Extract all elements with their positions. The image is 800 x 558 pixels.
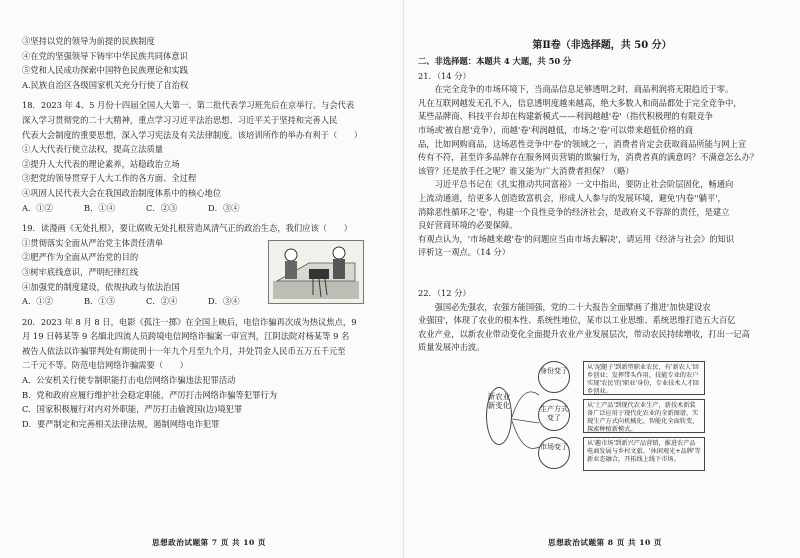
q21-text: 凡在互联网越发无孔不入，信息透明度越来越高，绝大多数人和商品都处于完全竞争中， xyxy=(418,97,742,108)
cartoon-image xyxy=(268,240,364,304)
q21-text: 消除恶性循环之'卷'，构建一个良性竞争的经济社会，是政府义不容辞的责任，是建立 xyxy=(418,206,730,217)
q18-options xyxy=(22,201,390,216)
branch-label: 生产方式变了 xyxy=(538,399,570,431)
q20-text: 月 19 日韩某等 9 名缅北四流人员跨境电信网络诈骗案一审宣判，江阴法院对杨某等 9 名 xyxy=(22,331,350,342)
q18-choice: ①人大代表行使立法权，提高立法质量 xyxy=(22,144,164,155)
q21-text: 市场或'被自愿'竞争），而越'卷'利润越低，市场之'卷'可以带来超低价格的商 xyxy=(418,124,694,135)
q21-text: 在完全竞争的市场环境下，当商品信息足够透明之时，商品利润将无限趋近于零。 xyxy=(418,84,734,95)
q21-text: 习近平总书记在《扎实推动共同富裕》一文中指出，要防止社会阶层固化，畅通向 xyxy=(418,179,734,190)
branch-label: 身份变了 xyxy=(538,361,570,393)
branch-text: 从'泥腿子'到新型职业农民，有'新农人'回乡创业；发挥带头作用，技能专业的农户实现'农民'的'职业'身份，专业技术人才回乡创业。 xyxy=(583,361,705,395)
q19-option-a: A．①② xyxy=(22,296,53,307)
option-line: ③坚持以党的领导为前提的民族制度 xyxy=(22,36,155,46)
q19-choice: ②肥严作为全面从严治党的目的 xyxy=(22,252,139,263)
q18-choice: ④巩固人民代表大会在我国政治制度体系中的核心地位 xyxy=(22,187,222,198)
q22-text: 质量发展冲击波。 xyxy=(418,342,485,353)
option-line: ⑤党和人民成功探索中国特色民族理论和实践 xyxy=(22,65,188,76)
section-title: 第Ⅱ卷（非选择题，共 50 分） xyxy=(532,40,672,51)
q20-text: 被告人依法以诈骗罪判处有期徒刑十一年九个月至九个月，并处罚金人民币五万五千元至 xyxy=(22,345,346,356)
q21-question: 评析这一观点。（14 分） xyxy=(418,247,511,258)
branch-text: 从'趣市场'到新兴产品营销，推进农产品电商发展与乡村文旅、'休闲观光+品牌'等新业态融合，开拓线上线下市场。 xyxy=(583,437,705,471)
section-heading: 二、非选择题：本题共 4 大题，共 50 分 xyxy=(418,56,572,66)
q19-option-c: C．②④ xyxy=(146,296,178,307)
q18-choice: ③把党的领导贯穿于人大工作的各方面、全过程 xyxy=(22,173,197,184)
q18-choice: ②提升人大代表的理论素养，站稳政治立场 xyxy=(22,158,180,169)
q21-text: 某些品牌商、科技平台却在构建新模式——利润越越'卷'（指代积极理的有限竞争 xyxy=(418,111,713,122)
q19-option-d: D．③④ xyxy=(208,296,240,307)
q21-text: 该管？还是放手任之呢？谁又能为广大消费者担保？（略） xyxy=(418,165,634,176)
q19-option-b: B．①③ xyxy=(84,296,115,307)
q22-text: 强国必先强农，农强方能国强，党的二十大报告全面擘画了推进'加快建设农 xyxy=(418,301,711,312)
q18-option-b: B．①④ xyxy=(84,202,115,213)
q22-text: 农业产业，以新农业带动变化全面提升农业产业发展层次，带动农民持续增收，打出一记高 xyxy=(418,328,750,339)
q22-heading: 22．（12 分） xyxy=(418,287,471,298)
q20-option-a: A．公安机关行使专制职能打击电信网络诈骗违法犯罪活动 xyxy=(22,375,236,386)
q19-choice: ①贯彻落实全面从严治党主体责任清单 xyxy=(22,237,164,248)
q21-text: 上流动通道，给更多人创造致富机会，形成人人参与的发展环境，避免'内卷''躺平'， xyxy=(418,192,726,203)
q19-block xyxy=(22,236,390,309)
q18-text: 深入学习贯彻党的二十大精神，重点学习习近平法治思想、习近平关于坚持和完善人民 xyxy=(22,114,338,125)
branch-label: 市场变了 xyxy=(538,437,570,469)
branch-text: 从'土产品'到现代农业生产，新技术新装备广泛应用于现代化农业的全新图谱，实现生产方式向机械化、智能化全面转变，探索种植新模式。 xyxy=(583,399,705,433)
q21-text: 传有不符，甚至许多品牌存在服务网页营销的欺骗行为，消费者真的满意吗？不满意怎么办？ xyxy=(418,152,759,163)
q20-text: 二千元不等。防范电信网络诈骗需要（ ） xyxy=(22,360,188,371)
q19-choice: ④加强党的制度建设，依规执政与依法治国 xyxy=(22,281,180,292)
q20-option-c: C．国家积极履行对内对外职能，严厉打击偷渡国(边)境犯罪 xyxy=(22,404,243,415)
page-footer: 思想政治试题第 8 页 共 10 页 xyxy=(548,538,663,547)
diagram-connectors xyxy=(511,391,541,451)
q22-text: 业强国'，体现了农业的根本性、系统性地位，某市以工业思维、系统思维打造五大百亿 xyxy=(418,315,736,326)
q19-choice: ③树牢底线意识，严明纪律红线 xyxy=(22,266,139,277)
option-line: ④在党的坚强领导下铸牢中华民族共同体意识 xyxy=(22,50,188,61)
q22-diagram xyxy=(418,361,786,471)
q20-text: 20．2023 年 8 月 8 日，电影《孤注一掷》在全国上映后，电信诈骗再次成为热议焦点，9 xyxy=(22,316,357,327)
diagram-center: 新农业新变化 xyxy=(486,387,512,445)
q18-option-d: D．③④ xyxy=(208,202,240,213)
q18-option-a: A．①② xyxy=(22,202,53,213)
q18-text: 18．2023 年 4、5 月份十四届全国人大第一、第二批代表学习班先后在京举行。与会代表 xyxy=(22,100,355,111)
q20-option-d: D．要严制定和完善相关法律法规，遏制网络电诈犯罪 xyxy=(22,418,220,429)
q20-option-b: B．党和政府应履行维护社会稳定职能，严厉打击网络诈骗等犯罪行为 xyxy=(22,389,278,400)
page-gutter xyxy=(403,0,404,558)
q21-text: 品，比如网购商品，这场恶性竞争中'卷'的领域之一，消费者肯定会获取商品所能与网上宣 xyxy=(418,138,747,149)
q21-question: 有观点认为，'市场越来越'卷'的问题应当由市场去解决'，请运用《经济与社会》的知识 xyxy=(418,233,735,244)
q18-option-c: C．②③ xyxy=(146,202,178,213)
q19-text: 19．读漫画《无处扎根》，要让腐败无处扎根营造风清气正的政治生态，我们应该（ ） xyxy=(22,223,352,234)
option-line: A.民族自治区各级国家机关充分行使了自治权 xyxy=(22,79,189,90)
page-footer: 思想政治试题第 7 页 共 10 页 xyxy=(152,538,267,547)
right-page xyxy=(408,0,800,558)
q18-text: 代表大会制度的重要思想，深入学习宪法及有关法律制度。该培训所作的举办有利于（ ） xyxy=(22,129,363,140)
q21-text: 良好营商环境的必要保障。 xyxy=(418,220,518,231)
q21-heading: 21．（14 分） xyxy=(418,70,471,81)
